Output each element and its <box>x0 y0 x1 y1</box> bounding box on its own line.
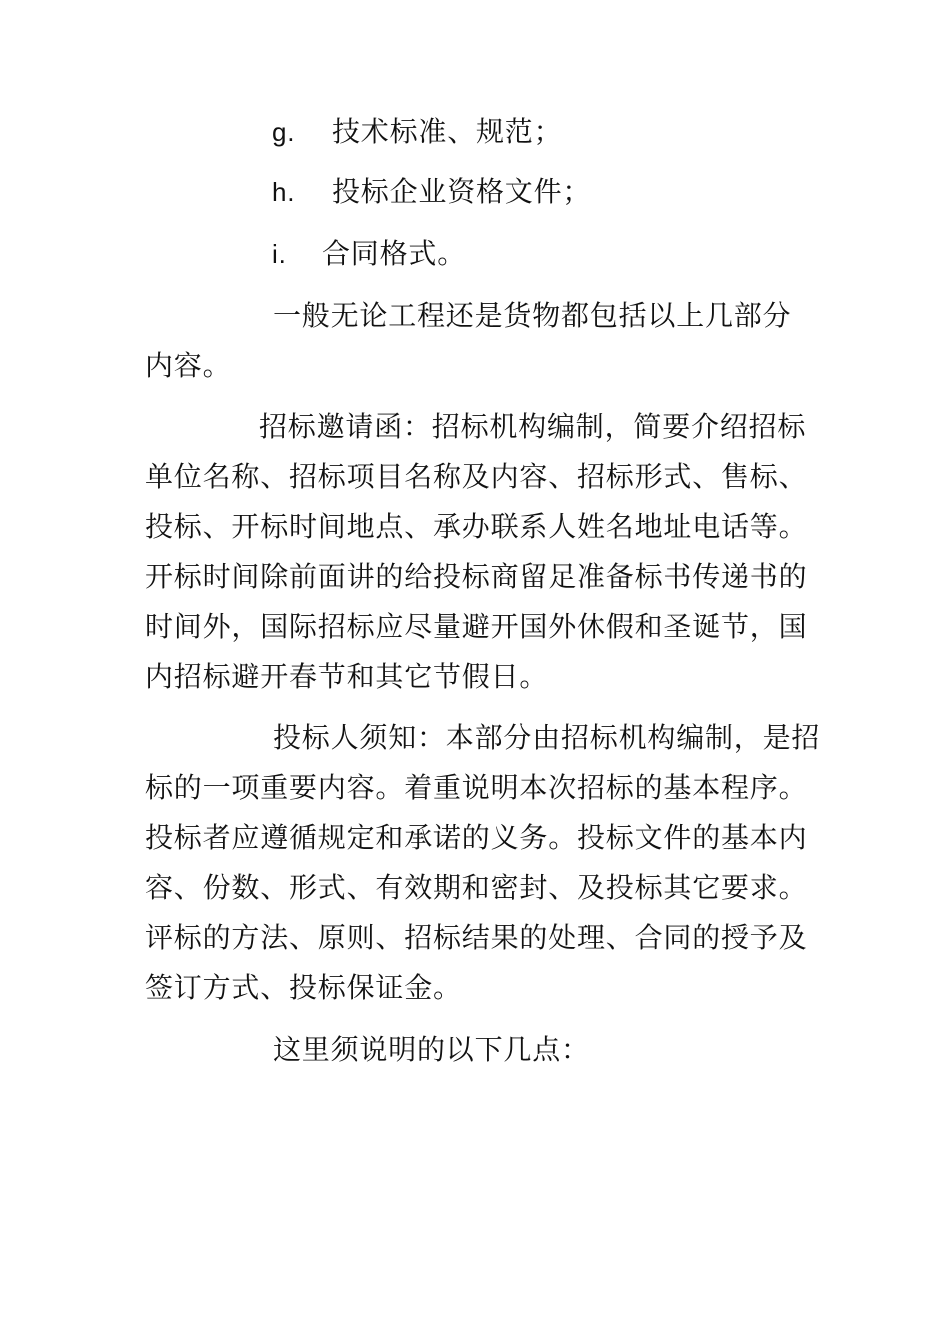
paragraph-line: 投标、开标时间地点、承办联系人姓名地址电话等。 <box>145 510 808 543</box>
paragraph-line: 单位名称、招标项目名称及内容、招标形式、售标、 <box>145 460 808 493</box>
paragraph-line: 内招标避开春节和其它节假日。 <box>145 660 549 693</box>
paragraph-line: 投标者应遵循规定和承诺的义务。投标文件的基本内 <box>145 821 808 854</box>
paragraph-line: 一般无论工程还是货物都包括以上几部分 <box>273 299 792 332</box>
paragraph-line: 标的一项重要内容。着重说明本次招标的基本程序。 <box>145 771 808 804</box>
list-marker: g. <box>272 117 296 147</box>
paragraph-line: 评标的方法、原则、招标结果的处理、合同的授予及 <box>145 921 808 954</box>
paragraph-line: 开标时间除前面讲的给投标商留足准备标书传递书的 <box>145 560 808 593</box>
paragraph-line: 招标邀请函：招标机构编制，简要介绍招标 <box>259 410 807 443</box>
list-item-text: 投标企业资格文件； <box>332 175 592 208</box>
list-item-text: 技术标准、规范； <box>332 115 563 148</box>
paragraph-line: 签订方式、投标保证金。 <box>145 971 462 1004</box>
paragraph-line: 投标人须知：本部分由招标机构编制，是招 <box>273 721 821 754</box>
list-item-g <box>272 115 563 148</box>
list-marker: h. <box>272 177 296 207</box>
paragraph-line: 内容。 <box>145 349 232 382</box>
list-item-text: 合同格式。 <box>322 237 467 270</box>
list-item-i <box>272 237 467 270</box>
list-marker: i. <box>272 239 287 269</box>
list-item-h <box>272 175 592 208</box>
paragraph-line: 这里须说明的以下几点： <box>273 1033 590 1066</box>
paragraph-line: 容、份数、形式、有效期和密封、及投标其它要求。 <box>145 871 808 904</box>
paragraph-line: 时间外，国际招标应尽量避开国外休假和圣诞节，国 <box>145 610 808 643</box>
